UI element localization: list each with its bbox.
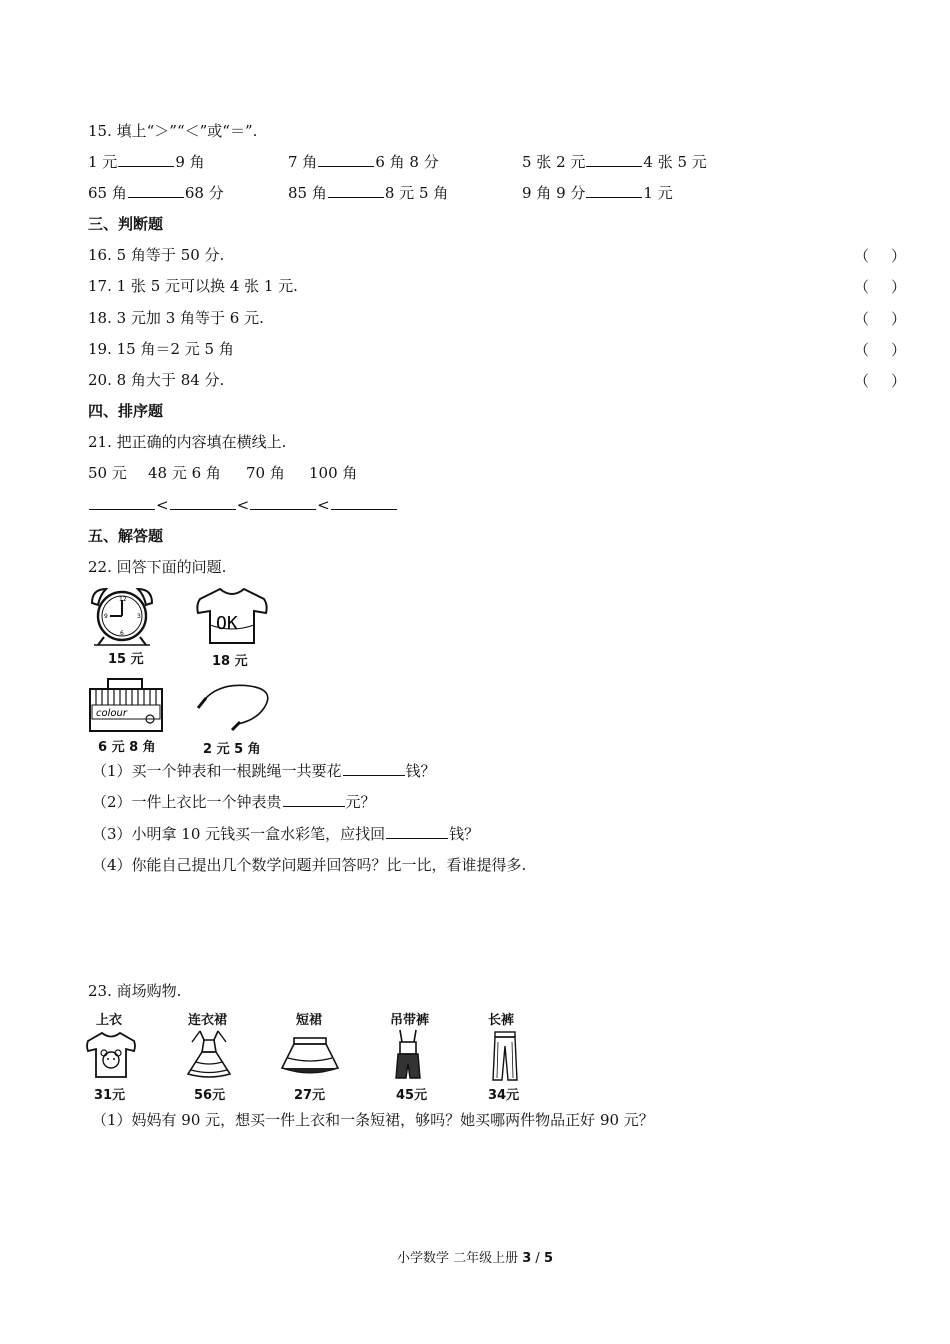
dress-icon (182, 1028, 236, 1080)
answer-blank[interactable] (331, 495, 397, 510)
item-label: 连衣裙 (188, 1013, 228, 1028)
item-label: 上衣 (96, 1013, 123, 1028)
q22-sub-4: （4）你能自己提出几个数学问题并回答吗？比一比，看谁提得多. (92, 856, 527, 874)
section-heading-judge: 三、判断题 (88, 215, 164, 233)
compare-item: 7 角 6 角 8 分 (288, 153, 439, 171)
answer-blank[interactable] (328, 183, 384, 198)
svg-text:3: 3 (137, 613, 141, 620)
order-item: 70 角 (246, 464, 285, 482)
item-price: 31元 (94, 1088, 126, 1103)
judge-item: 17. 1 张 5 元可以换 4 张 1 元. （ ） (88, 277, 906, 296)
q22-sub-3: （3）小明拿 10 元钱买一盒水彩笔，应找回 钱？ (92, 825, 480, 843)
answer-blank[interactable] (586, 183, 642, 198)
page-footer: 小学数学 二年级上册 3 / 5 (396, 1251, 553, 1266)
answer-blank[interactable] (343, 761, 405, 776)
answer-parens[interactable]: （ ） (854, 341, 906, 359)
q22-title: 22. 回答下面的问题. (88, 558, 227, 576)
price-rope: 2 元 5 角 (203, 742, 261, 757)
price-clock: 15 元 (108, 652, 144, 667)
q15-row-2 (88, 183, 868, 203)
answer-blank[interactable] (170, 495, 236, 510)
item-label: 长裤 (488, 1013, 515, 1028)
item-price: 34元 (488, 1088, 520, 1103)
svg-text:9: 9 (104, 613, 108, 620)
price-shirt: 18 元 (212, 654, 248, 669)
answer-blank[interactable] (118, 152, 174, 167)
answer-blank[interactable] (386, 824, 448, 839)
item-label: 短裙 (296, 1013, 323, 1028)
skirt-icon (278, 1034, 342, 1078)
compare-item: 5 张 2 元 4 张 5 元 (522, 153, 707, 171)
section-heading-order: 四、排序题 (88, 402, 164, 420)
item-price: 27元 (294, 1088, 326, 1103)
item-price: 45元 (396, 1088, 428, 1103)
item-price: 56元 (194, 1088, 226, 1103)
section-heading-solve: 五、解答题 (88, 527, 164, 545)
q22-sub-1: （1）买一个钟表和一根跳绳一共要花 钱？ (92, 762, 436, 780)
compare-item: 65 角 68 分 (88, 184, 224, 202)
q21-items (88, 463, 868, 483)
answer-blank[interactable] (89, 495, 155, 510)
pants-icon (490, 1030, 520, 1082)
svg-text:OK: OK (216, 613, 238, 634)
alarm-clock-icon (86, 585, 158, 647)
answer-blank[interactable] (283, 792, 345, 807)
overalls-icon (390, 1028, 426, 1082)
answer-parens[interactable]: （ ） (854, 247, 906, 265)
answer-parens[interactable]: （ ） (854, 372, 906, 390)
q23-title: 23. 商场购物. (88, 982, 182, 1000)
tshirt-bear-icon (84, 1030, 138, 1080)
order-item: 100 角 (309, 464, 358, 482)
answer-parens[interactable]: （ ） (854, 310, 906, 328)
q21-title: 21. 把正确的内容填在横线上. (88, 433, 287, 451)
answer-blank[interactable] (586, 152, 642, 167)
jump-rope-icon (190, 680, 276, 736)
item-label: 吊带裤 (390, 1013, 430, 1028)
answer-blank[interactable] (128, 183, 184, 198)
answer-parens[interactable]: （ ） (854, 278, 906, 296)
answer-blank[interactable] (318, 152, 374, 167)
svg-text:12: 12 (119, 596, 127, 603)
order-item: 50 元 (88, 464, 127, 482)
svg-text:6: 6 (120, 630, 124, 637)
tshirt-icon (192, 585, 272, 647)
judge-item: 16. 5 角等于 50 分. （ ） (88, 246, 906, 265)
q21-answer-line: < < < (88, 495, 868, 515)
compare-item: 9 角 9 分 1 元 (522, 184, 673, 202)
svg-text:colour: colour (96, 708, 127, 719)
judge-item: 19. 15 角＝2 元 5 角 （ ） (88, 340, 906, 359)
compare-item: 1 元 9 角 (88, 153, 205, 171)
q15-title: 15. 填上“＞”“＜”或“＝”. (88, 122, 258, 140)
q22-sub-2: （2）一件上衣比一个钟表贵 元？ (92, 793, 376, 811)
q23-sub-1: （1）妈妈有 90 元，想买一件上衣和一条短裙，够吗？她买哪两件物品正好 90 元？ (92, 1111, 654, 1129)
judge-item: 18. 3 元加 3 角等于 6 元. （ ） (88, 309, 906, 328)
answer-blank[interactable] (250, 495, 316, 510)
compare-item: 85 角 8 元 5 角 (288, 184, 449, 202)
order-item: 48 元 6 角 (148, 464, 221, 482)
watercolor-pens-icon (86, 675, 166, 735)
judge-item: 20. 8 角大于 84 分. （ ） (88, 371, 906, 390)
q15-row-1 (88, 152, 868, 172)
price-pens: 6 元 8 角 (98, 740, 156, 755)
